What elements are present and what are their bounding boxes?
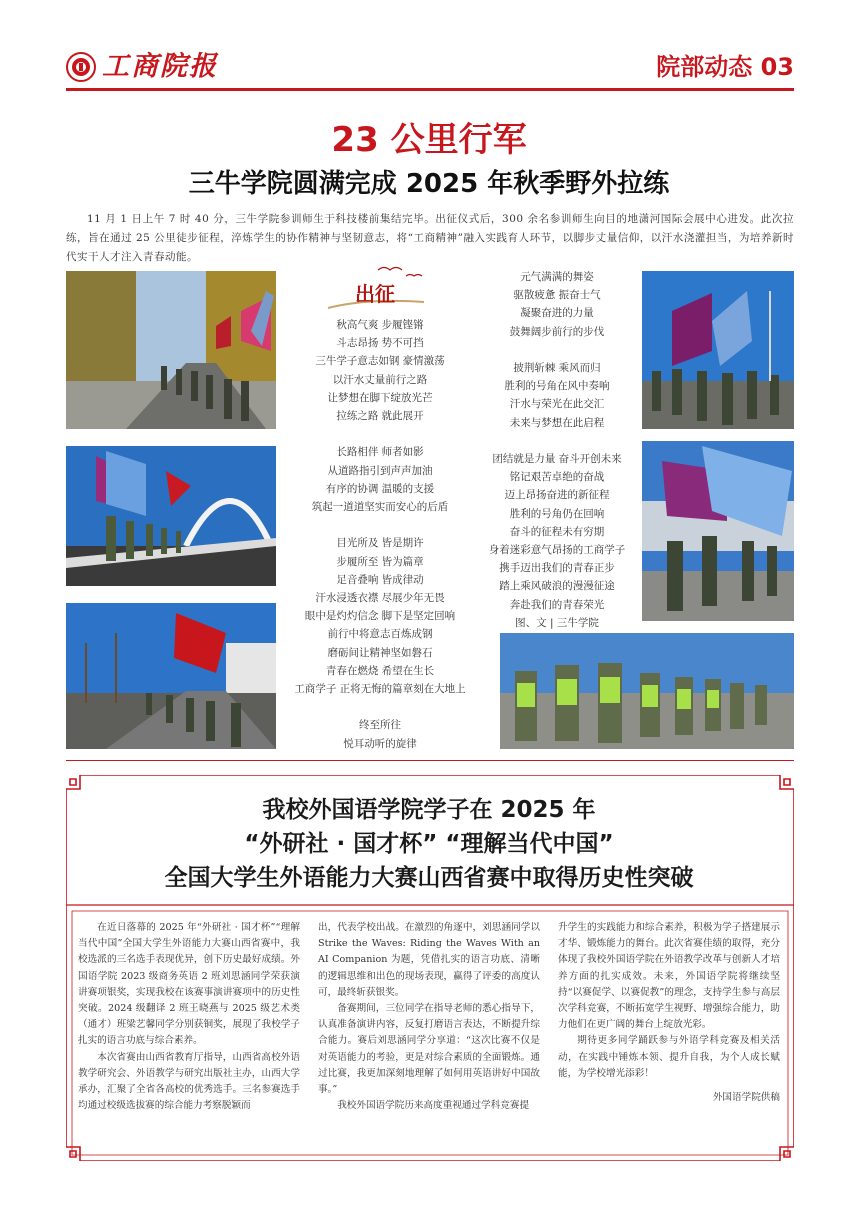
photo-flags-right [642, 271, 794, 429]
poem-title: 出征 [355, 282, 395, 306]
poem-line: 终至所往 [359, 719, 401, 732]
poem-line: 身着迷彩意气昂扬的工商学子 [488, 544, 626, 557]
article2-paragraph: 本次省赛由山西省教育厅指导，山西省高校外语教学研究会、外语教学与研究出版社主办，山西大学承办，汇聚了全省各高校的优秀选手。三名参赛选手均通过校级选拔赛的综合能力考察脱颖而 [78, 1051, 300, 1112]
poem-column-1 [290, 316, 470, 753]
poem-line: 足音叠响 皆成律动 [336, 573, 424, 586]
article2-paragraph: 升学生的实践能力和综合素养，积极为学子搭建展示才华、锻炼能力的舞台。此次省赛佳绩的取得，充分体现了我校外国语学院在外语教学改革与创新人才培养方面的扎实成效。未来，外国语学院将继续坚持“以赛促学、以赛促教”的理念，支持学生参与高层次学科竞赛，不断拓宽学生视野、增强综合能力，助力他们在更广阔的舞台上绽放光彩。 [558, 922, 780, 1031]
poem-line: 长路相伴 师者如影 [336, 446, 424, 459]
article2-column-2 [318, 920, 540, 1114]
newspaper-logo: 工商院报 [102, 51, 218, 82]
article2-paragraph: 我校外国语学院历来高度重视通过学科竞赛提 [337, 1100, 530, 1112]
poem-line: 汗水与荣光在此交汇 [509, 398, 605, 411]
poem-line: 汗水浸透衣襟 尽展少年无畏 [315, 592, 445, 605]
poem-line: 从道路指引到声声加油 [327, 464, 433, 477]
article2-column-1 [78, 920, 300, 1114]
poem-stanza-gap [290, 425, 470, 443]
poem-line: 斗志昂扬 势不可挡 [336, 337, 424, 350]
article2-paragraph: 期待更多同学踊跃参与外语学科竞赛及相关活动，在实践中锤炼本领、提升自我，为个人成长赋能，为学校增光添彩！ [558, 1035, 780, 1079]
poem-line: 未来与梦想在此启程 [509, 416, 605, 429]
article2-paragraph: 备赛期间，三位同学在指导老师的悉心指导下，认真准备演讲内容，反复打磨语言表达，不断提升综合能力。赛后刘思涵同学分享道：“这次比赛不仅是对英语能力的考验，更是对综合素质的全面锻炼。通过比赛，我更加深刻地理解了如何用英语讲好中国故事。” [318, 1003, 540, 1096]
poem-stanza-gap [482, 341, 632, 359]
photo-bridge-march [66, 446, 276, 586]
photo-vests-march [500, 633, 794, 749]
article2-title-line1: 我校外国语学院学子在 2025 年 [262, 797, 596, 823]
article2-title-line2: “外研社 · 国才杯” “理解当代中国” [244, 831, 614, 857]
article1-lead: 11 月 1 日上午 7 时 40 分，三牛学院参训师生于科技楼前集结完毕。出征仪式后，300 余名参训师生向目的地潇河国际会展中心进发。此次拉练，旨在通过 25 公里徒步征程，淬炼学生的协作精神与坚韧意志，将“工商精神”融入实践育人环节，以脚步丈量信仰，以汗水浇灌担当，为培养新时代实干人才注入青春动能。 [66, 213, 794, 263]
poem-line: 迈上昂扬奋进的新征程 [504, 489, 610, 502]
photo-red-flag-road [66, 603, 276, 749]
poem-line: 胜利的号角仍在回响 [509, 507, 605, 520]
poem-line: 奋斗的征程未有穷期 [509, 525, 605, 538]
poem-line: 元气满满的舞姿 [520, 271, 594, 283]
poem-line: 悦耳动听的旋律 [343, 737, 417, 750]
section-divider [66, 760, 794, 761]
masthead [66, 52, 794, 92]
poem-line: 有序的协调 温暖的支援 [325, 482, 435, 495]
poem-line: 青春在燃烧 希望在生长 [325, 664, 435, 677]
article2-credit: 外国语学院供稿 [712, 1092, 780, 1104]
poem-line: 驱散疲惫 振奋士气 [513, 289, 601, 302]
poem-line: 团结就是力量 奋斗开创未来 [492, 453, 622, 465]
poem-stanza-gap [290, 698, 470, 716]
poem-line: 让梦想在脚下绽放光芒 [327, 391, 433, 404]
poem-line: 磨砺间让精神坚如磐石 [327, 646, 433, 659]
poem-line: 铭记艰苦卓绝的奋战 [509, 471, 605, 484]
poem-line: 三牛学子意志如钢 豪情激荡 [315, 355, 445, 368]
poem-line: 眼中是灼灼信念 脚下是坚定回响 [304, 610, 456, 623]
poem-line: 奔赴我们的青春荣光 [509, 598, 605, 611]
article2-paragraph: 在近日落幕的 2025 年“外研社 · 国才杯”“理解当代中国”全国大学生外语能力大赛山西省赛中，我校选派的三名选手表现优异，创下历史最好成绩。外国语学院 2023 级商务英语 2 班刘思涵同学荣获演讲赛项银奖，实现我校在该赛事演讲赛项中的历史性突破。2024 级翻译 2 班王晓燕与 2025 级艺术类（通才）班梁艺馨同学分别获铜奖，展现了我校学子扎实的语言功底与综合素养。 [78, 922, 300, 1047]
poem-line: 胜利的号角在风中奏响 [504, 380, 610, 393]
poem-title-ornament [318, 264, 438, 314]
section-label: 院部动态 03 [656, 53, 794, 81]
poem-line: 前行中将意志百炼成钢 [327, 628, 433, 641]
poem-line: 鼓舞阔步前行的步伐 [509, 325, 605, 338]
poem-line: 工商学子 正将无悔的篇章刻在大地上 [294, 683, 466, 696]
article2-column-3 [558, 920, 780, 1106]
poem-line: 披荆斩棘 乘风而归 [513, 362, 601, 374]
poem-line: 凝聚奋进的力量 [520, 307, 594, 320]
poem-column-2 [482, 268, 632, 632]
poem-line: 步履所至 皆为篇章 [336, 555, 424, 568]
article1-title: 三牛学院圆满完成 2025 年秋季野外拉练 [188, 169, 670, 199]
poem-line: 图、文 | 三牛学院 [515, 616, 599, 629]
poem-line: 秋高气爽 步履铿锵 [336, 319, 424, 331]
poem-line: 筑起一道道坚实而安心的后盾 [311, 501, 449, 514]
photo-march-trees [66, 271, 276, 429]
poem-line: 以汗水丈量前行之路 [332, 373, 428, 386]
masthead-rule [66, 88, 794, 91]
poem-line: 携手迈出我们的青春正步 [499, 562, 615, 575]
article2-paragraph: 出，代表学校出战。在激烈的角逐中，刘思涵同学以 Strike the Waves: Riding the Waves With an AI Companion 为题，凭借扎实的语言功底、清晰的逻辑思维和出色的现场表现，赢得了评委的高度认可，最终斩获银奖。 [318, 922, 540, 998]
poem-line: 目光所及 皆是期许 [336, 537, 424, 550]
article2-title-line3: 全国大学生外语能力大赛山西省赛中取得历史性突破 [164, 865, 694, 891]
photo-marching-flags [642, 441, 794, 621]
poem-stanza-gap [290, 516, 470, 534]
article1-kicker: 23 公里行军 [331, 120, 527, 160]
article2-title [0, 793, 858, 895]
poem-stanza-gap [482, 432, 632, 450]
poem-line: 踏上乘风破浪的漫漫征途 [499, 580, 615, 593]
poem-line: 拉练之路 就此展开 [336, 410, 424, 423]
school-seal-icon [66, 52, 96, 82]
